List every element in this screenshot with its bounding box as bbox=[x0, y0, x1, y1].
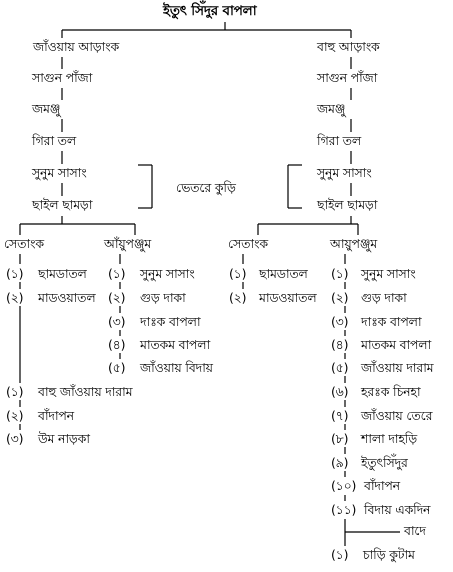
right-ayup-text-7: জাঁওয়ায় তেরে bbox=[361, 408, 433, 423]
left-setang-header: সেতাংক bbox=[4, 236, 44, 251]
left-setang-num-1: (১) bbox=[6, 266, 24, 281]
left-setang-text-1: ছামডাতল bbox=[38, 266, 87, 281]
right-ayup-num-9: (৯) bbox=[331, 455, 349, 470]
left-ayup-num-1: (১) bbox=[108, 266, 126, 281]
right-ayup-text-9: ইতুৎসিঁদুর bbox=[361, 455, 408, 470]
left-ayup-text-1: সুনুম সাসাং bbox=[140, 266, 195, 281]
right-setang-text-1: ছামডাতল bbox=[259, 266, 308, 281]
left-ayup-text-4: মাতকম বাপলা bbox=[140, 337, 211, 352]
right-ayup-num-8: (৮) bbox=[331, 431, 349, 446]
right-ayup-text-6: হরঃক চিনহা bbox=[361, 384, 421, 399]
right-ayup-text-10: বাঁদাপন bbox=[364, 478, 400, 493]
left-ayup-header: আঁয়ুপঞ্জুম bbox=[104, 236, 152, 251]
left-ayup-num-3: (৩) bbox=[108, 314, 126, 329]
right-setang-num-2: (২) bbox=[229, 290, 247, 305]
right-ayup-num-4: (৪) bbox=[331, 337, 349, 352]
right-ayup-num-2: (২) bbox=[331, 290, 349, 305]
right-ayup-num-7: (৭) bbox=[331, 408, 349, 423]
right-setang-text-2: মাডওয়াতল bbox=[259, 290, 317, 305]
after-label: বাদে bbox=[404, 523, 426, 538]
right-chain-item-4: গিরা তল bbox=[317, 133, 361, 148]
right-chain-item-6: ছাইল ছামড়া bbox=[317, 197, 378, 212]
right-ayup-num-6: (৬) bbox=[331, 384, 349, 399]
right-chain-item-2: সাগুন পাঁজা bbox=[317, 70, 378, 85]
right-ayup-text-1: সুনুম সাসাং bbox=[361, 266, 416, 281]
right-ayup-text-8: শালা দাহড়ি bbox=[361, 431, 417, 446]
left-ayup-num-5: (৫) bbox=[108, 360, 126, 375]
right-chain-item-5: সুনুম সাসাং bbox=[317, 165, 372, 180]
left-setang-num-2: (২) bbox=[6, 290, 24, 305]
right-chain-item-1: বাহু আড়াংক bbox=[317, 39, 380, 54]
left-ayup-text-3: দাঃক বাপলা bbox=[140, 314, 201, 329]
left-sub-text-1: বাহু জাঁওয়ায় দারাম bbox=[38, 384, 133, 399]
left-ayup-text-5: জাঁওয়ায় বিদায় bbox=[140, 360, 213, 375]
left-chain-item-6: ছাইল ছামড়া bbox=[32, 197, 93, 212]
right-ayup-text-3: দাঃক বাপলা bbox=[361, 314, 422, 329]
right-ayup-text-5: জাঁওয়ায় দারাম bbox=[361, 360, 434, 375]
left-sub-text-3: উম নাড়কা bbox=[38, 431, 90, 446]
right-chain-item-3: জমঞ্জু bbox=[317, 101, 346, 116]
right-ayup-text-2: গুড় দাকা bbox=[361, 290, 407, 305]
right-ayup-num-1: (১) bbox=[331, 266, 349, 281]
right-ayup-header: আয়ুপঞ্জুম bbox=[330, 236, 378, 251]
left-ayup-num-4: (৪) bbox=[108, 337, 126, 352]
left-chain-item-2: সাগুন পাঁজা bbox=[32, 70, 93, 85]
right-ayup-text-4: মাতকম বাপলা bbox=[361, 337, 432, 352]
diagram-title: ইতুৎ সিঁদুর বাপলা bbox=[163, 3, 257, 19]
right-setang-header: সেতাংক bbox=[228, 236, 268, 251]
after-item-num: (১) bbox=[331, 547, 349, 562]
after-item-text: চাড়ি কুটাম bbox=[363, 547, 415, 562]
right-ayup-num-11: (১১) bbox=[331, 502, 357, 517]
right-ayup-num-5: (৫) bbox=[331, 360, 349, 375]
left-chain-item-1: জাঁওয়ায় আড়াংক bbox=[33, 39, 119, 54]
center-label: ভেতরে কুড়ি bbox=[176, 180, 236, 195]
left-setang-text-2: মাডওয়াতল bbox=[38, 290, 96, 305]
left-sub-num-2: (২) bbox=[6, 408, 24, 423]
right-ayup-text-11: বিদায় একদিন bbox=[364, 502, 431, 517]
left-ayup-num-2: (২) bbox=[108, 290, 126, 305]
left-sub-num-1: (১) bbox=[6, 384, 24, 399]
left-chain-item-5: সুনুম সাসাং bbox=[32, 165, 87, 180]
left-chain-item-4: গিরা তল bbox=[32, 133, 76, 148]
left-sub-text-2: বাঁদাপন bbox=[38, 408, 74, 423]
left-sub-num-3: (৩) bbox=[6, 431, 24, 446]
right-setang-num-1: (১) bbox=[229, 266, 247, 281]
left-chain-item-3: জমঞ্জু bbox=[32, 101, 61, 116]
right-ayup-num-3: (৩) bbox=[331, 314, 349, 329]
right-ayup-num-10: (১০) bbox=[331, 478, 357, 493]
left-ayup-text-2: গুড় দাকা bbox=[140, 290, 186, 305]
